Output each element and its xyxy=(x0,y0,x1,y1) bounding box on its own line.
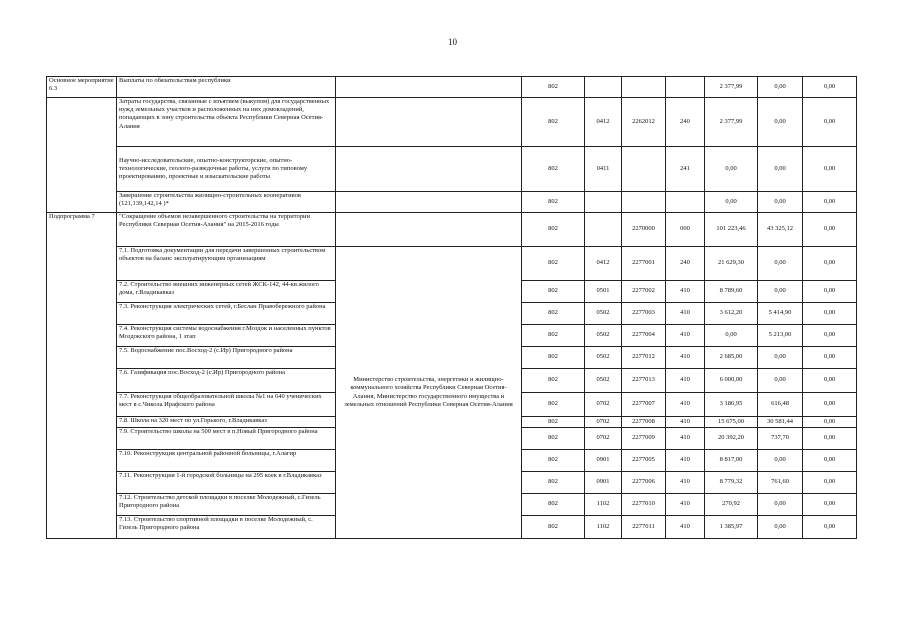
value-2016: 0,00 xyxy=(758,147,803,192)
csr-cell: 2270000 xyxy=(622,213,666,247)
grbs-cell: 802 xyxy=(522,472,585,494)
vr-cell: 410 xyxy=(666,281,705,303)
csr-cell: 2277002 xyxy=(622,281,666,303)
value-2015: 8 817,00 xyxy=(705,450,758,472)
vr-cell: 410 xyxy=(666,325,705,347)
item-name: Затраты государства, связанные с изъятием (выкупом) для государственных нужд земельных участков и расположенных на них домовладений, попадающих в зону строительства объекта Республики Северная Осетия-Алания xyxy=(117,98,336,147)
csr-cell: 2277011 xyxy=(622,516,666,539)
value-2015: 21 629,30 xyxy=(705,247,758,281)
grbs-cell: 802 xyxy=(522,428,585,450)
executor-ministry: Министерство строительства, энергетики и жилищно-коммунального хозяйства Республики Северная Осетия-Алания, Министерство государственного имущества и земельных отношений Республики Северная Осетия-Алания xyxy=(336,247,522,539)
value-2016: 0,00 xyxy=(758,347,803,369)
grbs-cell: 802 xyxy=(522,98,585,147)
vr-cell: 410 xyxy=(666,417,705,428)
vr-cell: 240 xyxy=(666,98,705,147)
table-row xyxy=(47,77,857,98)
rzpr-cell: 0502 xyxy=(585,347,622,369)
value-2016: 0,00 xyxy=(758,450,803,472)
item-name: "Сокращение объемов незавершенного строительства на территории Республики Северная Осетия-Алания" на 2015-2016 годы xyxy=(117,213,336,247)
rzpr-cell: 0411 xyxy=(585,147,622,192)
csr-cell: 2277007 xyxy=(622,393,666,417)
rzpr-cell: 0702 xyxy=(585,417,622,428)
value-2017: 0,00 xyxy=(803,325,857,347)
item-name: Завершение строительства жилищно-строительных кооперативов (121,139,142,14 )* xyxy=(117,192,336,213)
value-2017: 0,00 xyxy=(803,428,857,450)
vr-cell: 410 xyxy=(666,472,705,494)
grbs-cell: 802 xyxy=(522,147,585,192)
value-2016: 761,60 xyxy=(758,472,803,494)
item-name: 7.2. Строительство внешних инженерных сетей ЖСК-142, 44-кв.жилого дома, г.Владикавказ xyxy=(117,281,336,303)
rzpr-cell: 1102 xyxy=(585,516,622,539)
item-name: 7.4. Реконструкция системы водоснабжения г.Моздок и населенных пунктов Моздокского района, 1 этап xyxy=(117,325,336,347)
item-name: 7.6. Газификация пос.Восход-2 (с.Ир) Пригородного района xyxy=(117,369,336,393)
value-2017: 0,00 xyxy=(803,516,857,539)
table-row xyxy=(47,98,857,147)
vr-cell: 241 xyxy=(666,147,705,192)
value-2016: 0,00 xyxy=(758,516,803,539)
value-2015: 270,92 xyxy=(705,494,758,516)
item-name: 7.10. Реконструкция центральной районной больницы, г.Алагир xyxy=(117,450,336,472)
item-name: Выплаты по обязательствам республики xyxy=(117,77,336,98)
table-row xyxy=(47,213,857,247)
csr-cell: 2277010 xyxy=(622,494,666,516)
value-2016: 0,00 xyxy=(758,494,803,516)
grbs-cell: 802 xyxy=(522,516,585,539)
value-2016: 616,48 xyxy=(758,393,803,417)
csr-cell: 2277009 xyxy=(622,428,666,450)
value-2015: 2 685,00 xyxy=(705,347,758,369)
value-2017: 0,00 xyxy=(803,369,857,393)
program-cell: Основное мероприятие 6.3 xyxy=(47,77,117,98)
vr-cell: 410 xyxy=(666,303,705,325)
vr-cell: 410 xyxy=(666,494,705,516)
table-row xyxy=(47,192,857,213)
value-2015: 0,00 xyxy=(705,147,758,192)
rzpr-cell: 0502 xyxy=(585,369,622,393)
grbs-cell: 802 xyxy=(522,192,585,213)
rzpr-cell xyxy=(585,77,622,98)
item-name: 7.1. Подготовка документации для передачи завершенных строительством объектов на баланс эксплуатирующим организациям xyxy=(117,247,336,281)
grbs-cell: 802 xyxy=(522,325,585,347)
value-2017: 0,00 xyxy=(803,147,857,192)
value-2016: 0,00 xyxy=(758,369,803,393)
table-row xyxy=(47,147,857,192)
rzpr-cell: 0412 xyxy=(585,247,622,281)
value-2016: 43 325,12 xyxy=(758,213,803,247)
executor-cell xyxy=(336,98,522,147)
value-2017: 0,00 xyxy=(803,303,857,325)
value-2015: 2 377,99 xyxy=(705,98,758,147)
page-number: 10 xyxy=(448,37,457,47)
rzpr-cell: 0702 xyxy=(585,428,622,450)
item-name: 7.5. Водоснабжение пос.Восход-2 (с.Ир) Пригородного района xyxy=(117,347,336,369)
item-name: Научно-исследовательские, опытно-конструкторские, опытно-технологические, геолого-разведочные работы, услуги по типовому проектированию, проектные и изыскательские работы xyxy=(117,147,336,192)
grbs-cell: 802 xyxy=(522,77,585,98)
value-2016: 0,00 xyxy=(758,77,803,98)
value-2015: 8 779,32 xyxy=(705,472,758,494)
value-2015: 3 612,20 xyxy=(705,303,758,325)
grbs-cell: 802 xyxy=(522,303,585,325)
value-2015: 8 789,60 xyxy=(705,281,758,303)
executor-cell xyxy=(336,77,522,98)
vr-cell: 410 xyxy=(666,369,705,393)
rzpr-cell: 0412 xyxy=(585,98,622,147)
vr-cell: 410 xyxy=(666,516,705,539)
csr-cell xyxy=(622,192,666,213)
value-2017: 0,00 xyxy=(803,347,857,369)
csr-cell: 2277008 xyxy=(622,417,666,428)
rzpr-cell xyxy=(585,192,622,213)
value-2015: 2 377,99 xyxy=(705,77,758,98)
value-2015: 6 000,00 xyxy=(705,369,758,393)
csr-cell xyxy=(622,147,666,192)
value-2016: 30 581,44 xyxy=(758,417,803,428)
item-name: 7.11. Реконструкция 1-й городской больницы на 295 коек в г.Владикавказ xyxy=(117,472,336,494)
vr-cell: 410 xyxy=(666,428,705,450)
grbs-cell: 802 xyxy=(522,347,585,369)
vr-cell: 410 xyxy=(666,450,705,472)
item-name: 7.8. Школа на 320 мест по ул.Горького, г.Владикавказ xyxy=(117,417,336,428)
value-2017: 0,00 xyxy=(803,494,857,516)
value-2017: 0,00 xyxy=(803,77,857,98)
value-2016: 0,00 xyxy=(758,247,803,281)
value-2017: 0,00 xyxy=(803,98,857,147)
csr-cell: 2277004 xyxy=(622,325,666,347)
value-2015: 3 186,95 xyxy=(705,393,758,417)
program-cell: Подпрограмма 7 xyxy=(47,213,117,539)
csr-cell: 2277005 xyxy=(622,450,666,472)
item-name: 7.13. Строительство спортивной площадки в поселке Молодежный, с. Гизель Пригородного района xyxy=(117,516,336,539)
rzpr-cell: 1102 xyxy=(585,494,622,516)
rzpr-cell: 0502 xyxy=(585,325,622,347)
csr-cell: 2277006 xyxy=(622,472,666,494)
value-2016: 737,70 xyxy=(758,428,803,450)
vr-cell: 000 xyxy=(666,213,705,247)
vr-cell: 240 xyxy=(666,247,705,281)
value-2017: 0,00 xyxy=(803,247,857,281)
csr-cell: 2277003 xyxy=(622,303,666,325)
value-2017: 0,00 xyxy=(803,192,857,213)
vr-cell: 410 xyxy=(666,347,705,369)
value-2015: 101 223,46 xyxy=(705,213,758,247)
program-cell xyxy=(47,98,117,213)
item-name: 7.3. Реконструкция электрических сетей, г.Беслан Правобережного района xyxy=(117,303,336,325)
grbs-cell: 802 xyxy=(522,494,585,516)
grbs-cell: 802 xyxy=(522,393,585,417)
value-2017: 0,00 xyxy=(803,417,857,428)
value-2017: 0,00 xyxy=(803,450,857,472)
item-name: 7.12. Строительство детской площадки в поселке Молодежный, с.Гизель Пригородного района xyxy=(117,494,336,516)
rzpr-cell xyxy=(585,213,622,247)
value-2015: 0,00 xyxy=(705,325,758,347)
item-name: 7.7. Реконструкция общеобразовательной школы №1 на 640 ученических мест в с.Чикола Ирафского района xyxy=(117,393,336,417)
grbs-cell: 802 xyxy=(522,369,585,393)
csr-cell: 2277012 xyxy=(622,347,666,369)
table-row xyxy=(47,247,857,281)
value-2016: 5 414,90 xyxy=(758,303,803,325)
value-2016: 0,00 xyxy=(758,98,803,147)
rzpr-cell: 0501 xyxy=(585,281,622,303)
rzpr-cell: 0502 xyxy=(585,303,622,325)
grbs-cell: 802 xyxy=(522,450,585,472)
rzpr-cell: 0901 xyxy=(585,450,622,472)
value-2017: 0,00 xyxy=(803,281,857,303)
csr-cell: 2277013 xyxy=(622,369,666,393)
value-2017: 0,00 xyxy=(803,213,857,247)
csr-cell xyxy=(622,77,666,98)
grbs-cell: 802 xyxy=(522,213,585,247)
executor-cell xyxy=(336,147,522,192)
value-2016: 5 213,00 xyxy=(758,325,803,347)
vr-cell xyxy=(666,77,705,98)
rzpr-cell: 0702 xyxy=(585,393,622,417)
executor-cell xyxy=(336,192,522,213)
value-2016: 0,00 xyxy=(758,281,803,303)
csr-cell: 2277001 xyxy=(622,247,666,281)
value-2015: 0,00 xyxy=(705,192,758,213)
value-2017: 0,00 xyxy=(803,393,857,417)
budget-table xyxy=(46,76,857,539)
grbs-cell: 802 xyxy=(522,247,585,281)
value-2016: 0,00 xyxy=(758,192,803,213)
value-2015: 20 392,20 xyxy=(705,428,758,450)
value-2015: 1 385,97 xyxy=(705,516,758,539)
vr-cell xyxy=(666,192,705,213)
value-2015: 15 675,00 xyxy=(705,417,758,428)
value-2017: 0,00 xyxy=(803,472,857,494)
rzpr-cell: 0901 xyxy=(585,472,622,494)
vr-cell: 410 xyxy=(666,393,705,417)
grbs-cell: 802 xyxy=(522,281,585,303)
grbs-cell: 802 xyxy=(522,417,585,428)
item-name: 7.9. Строительство школы на 500 мест в п.Новый Пригородного района xyxy=(117,428,336,450)
executor-cell xyxy=(336,213,522,247)
csr-cell: 2262012 xyxy=(622,98,666,147)
